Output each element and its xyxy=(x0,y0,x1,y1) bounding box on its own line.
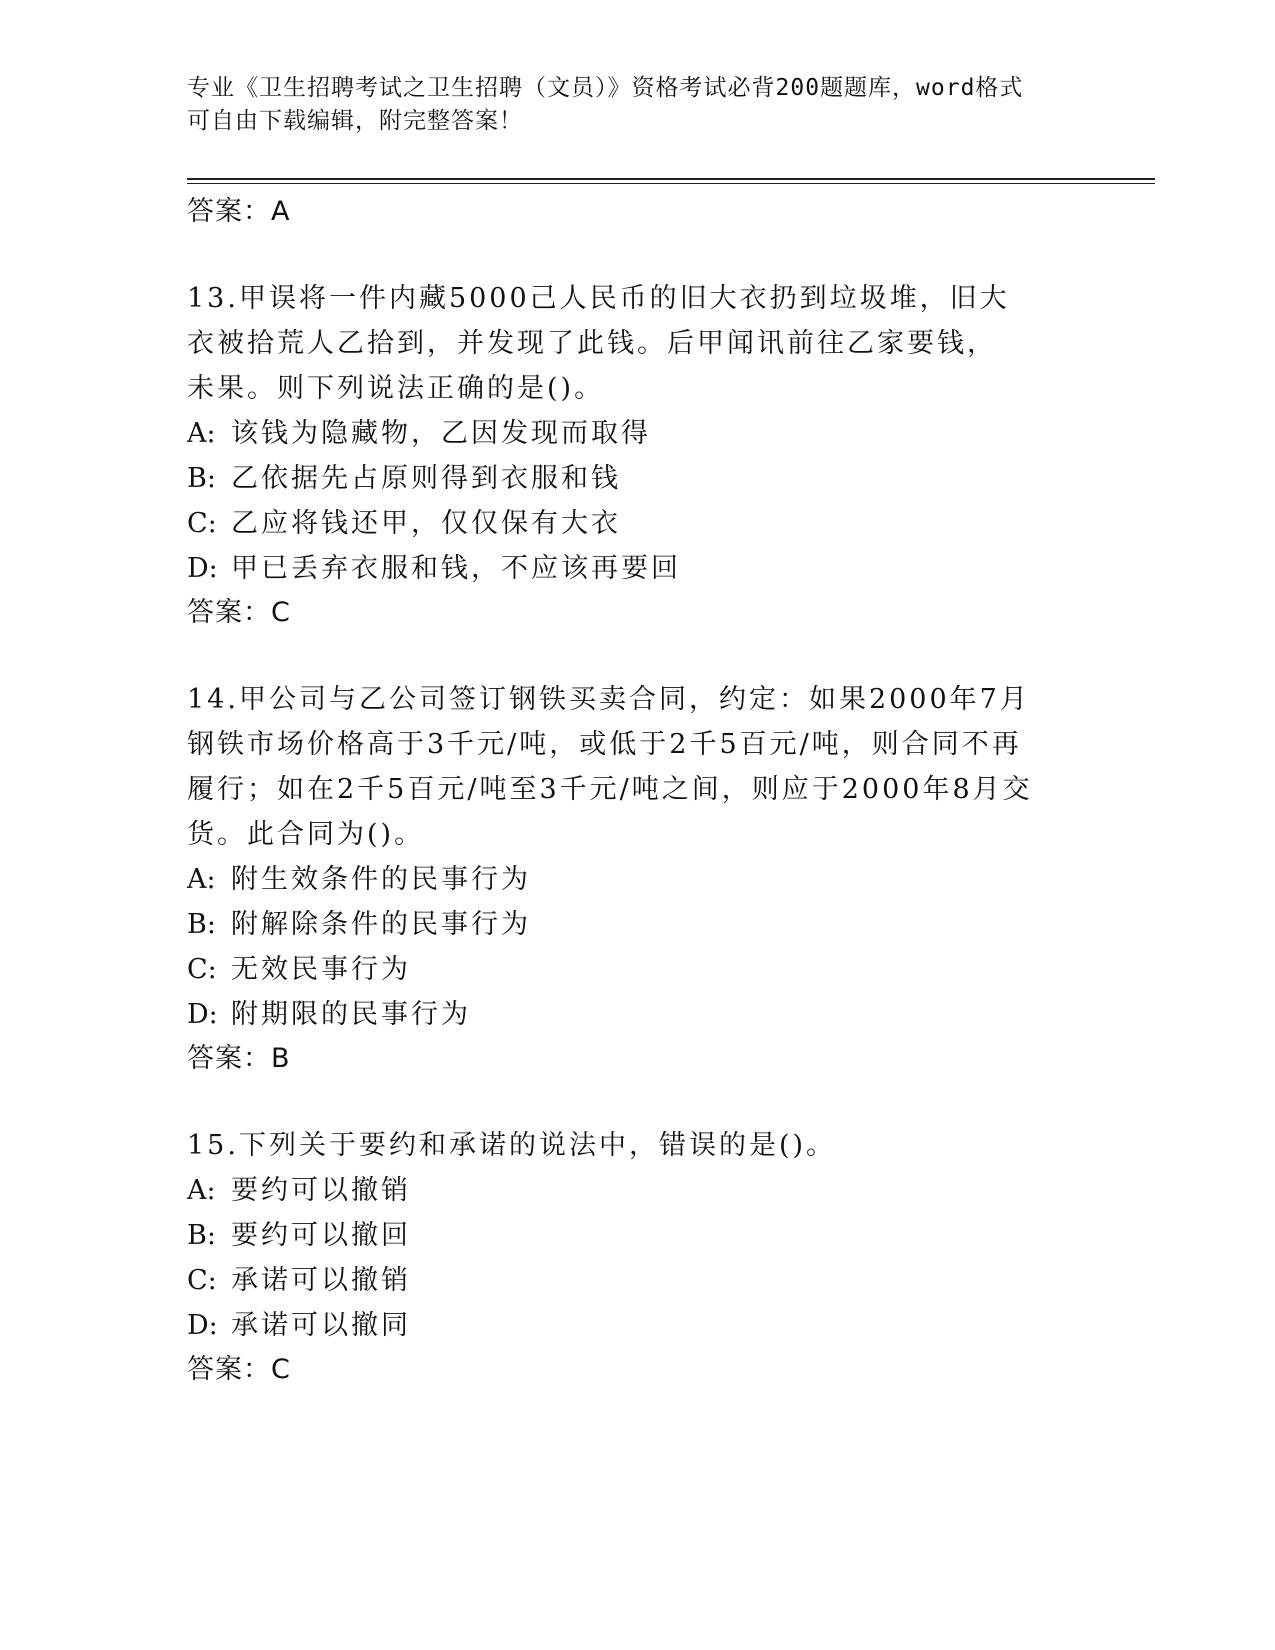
answer-label: 答案：A xyxy=(187,196,291,227)
option-text: 要约可以撤回 xyxy=(231,1220,411,1251)
option-a xyxy=(187,857,1087,902)
option-letter: B: xyxy=(187,463,216,494)
answer-label: 答案：B xyxy=(187,1043,291,1074)
question-block xyxy=(187,1123,1087,1392)
option-letter: A: xyxy=(187,1175,216,1206)
option-b xyxy=(187,902,1087,947)
option-text: 承诺可以撤同 xyxy=(231,1310,411,1341)
option-text: 附生效条件的民事行为 xyxy=(231,864,531,895)
option-letter: C: xyxy=(187,508,217,539)
option-d xyxy=(187,1303,1087,1348)
option-text: 无效民事行为 xyxy=(231,954,411,985)
document-header xyxy=(187,72,1067,138)
option-d xyxy=(187,546,1087,591)
option-letter: B: xyxy=(187,909,216,940)
option-a xyxy=(187,411,1087,456)
option-text: 该钱为隐藏物，乙因发现而取得 xyxy=(231,418,651,449)
option-c xyxy=(187,501,1087,546)
option-b xyxy=(187,456,1087,501)
option-letter: B: xyxy=(187,1220,216,1251)
option-b xyxy=(187,1213,1087,1258)
question-block xyxy=(187,276,1087,635)
option-letter: D: xyxy=(187,553,218,584)
option-letter: D: xyxy=(187,1310,218,1341)
option-letter: D: xyxy=(187,999,218,1030)
question-text: 15.下列关于要约和承诺的说法中，错误的是()。 xyxy=(187,1130,837,1161)
question-text: 14.甲公司与乙公司签订钢铁买卖合同，约定：如果2000年7月钢铁市场价格高于3千元/吨，或低于2千5百元/吨，则合同不再履行；如在2千5百元/吨至3千元/吨之间，则应于2000年8月交货。此合同为()。 xyxy=(187,684,1033,850)
header-line-2: 可自由下载编辑，附完整答案！ xyxy=(187,108,523,134)
option-letter: A: xyxy=(187,864,216,895)
question-block xyxy=(187,677,1087,1081)
option-c xyxy=(187,1258,1087,1303)
option-text: 乙依据先占原则得到衣服和钱 xyxy=(231,463,621,494)
option-text: 附解除条件的民事行为 xyxy=(231,909,531,940)
option-d xyxy=(187,992,1087,1037)
answer-label: 答案：C xyxy=(187,1354,291,1385)
option-c xyxy=(187,947,1087,992)
option-text: 乙应将钱还甲，仅仅保有大衣 xyxy=(231,508,621,539)
question-text: 13.甲误将一件内藏5000己人民币的旧大衣扔到垃圾堆，旧大衣被拾荒人乙拾到，并发现了此钱。后甲闻讯前往乙家要钱，未果。则下列说法正确的是()。 xyxy=(187,283,1010,404)
header-divider-thin xyxy=(187,183,1155,184)
option-text: 承诺可以撤销 xyxy=(231,1265,411,1296)
option-letter: A: xyxy=(187,418,216,449)
option-text: 附期限的民事行为 xyxy=(231,999,471,1030)
question-list xyxy=(187,188,1087,1392)
option-text: 要约可以撤销 xyxy=(231,1175,411,1206)
answer-label: 答案：C xyxy=(187,597,291,628)
header-line-1: 专业《卫生招聘考试之卫生招聘（文员）》资格考试必背200题题库，word格式 xyxy=(187,75,1024,101)
option-letter: C: xyxy=(187,954,217,985)
option-a xyxy=(187,1168,1087,1213)
option-letter: C: xyxy=(187,1265,217,1296)
option-text: 甲已丢弃衣服和钱，不应该再要回 xyxy=(231,553,681,584)
header-divider xyxy=(187,178,1155,180)
